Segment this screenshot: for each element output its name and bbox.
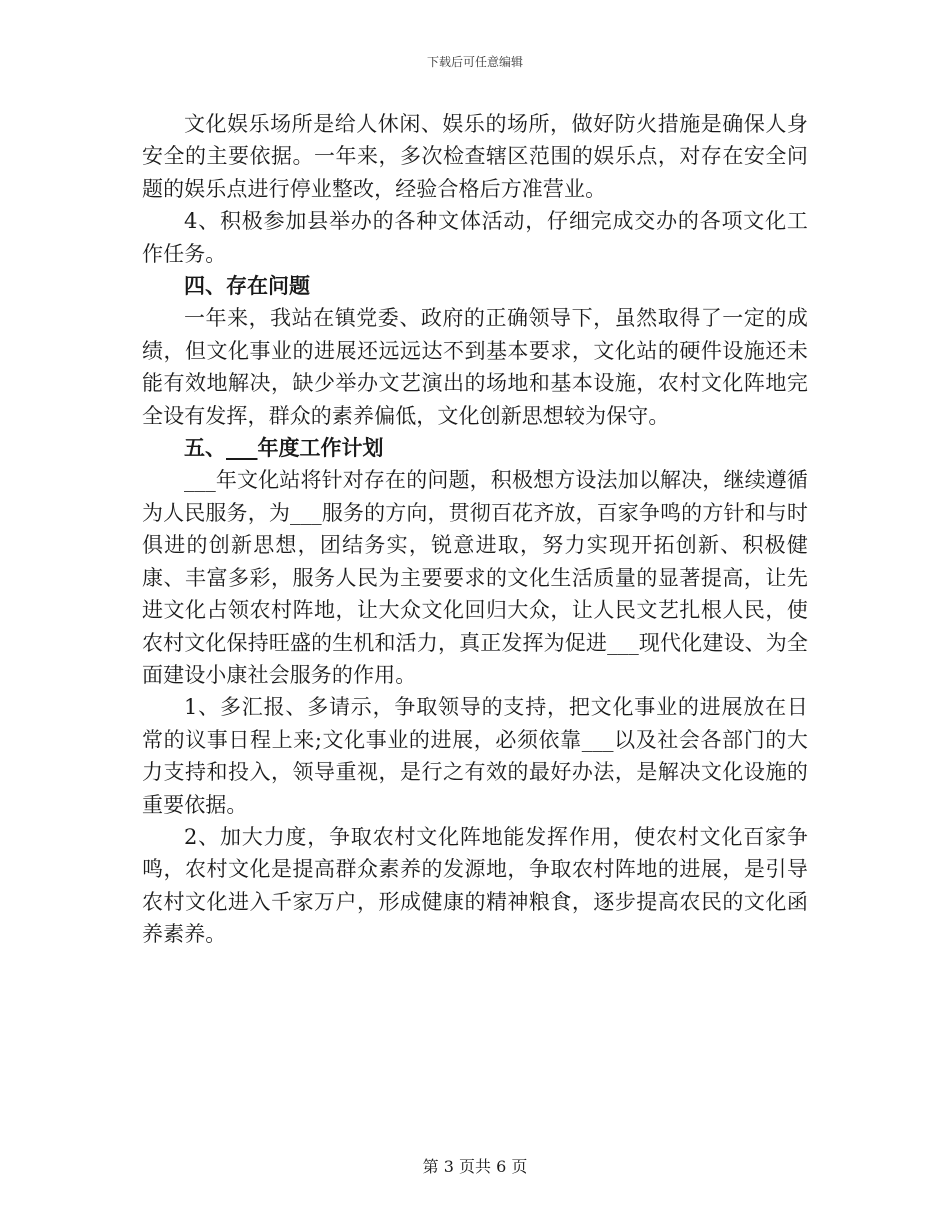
paragraph-problems: 一年来，我站在镇党委、政府的正确领导下，虽然取得了一定的成绩，但文化事业的进展还远远达不到基本要求，文化站的硬件设施还未能有效地解决，缺少举办文艺演出的场地和基本设施，农村文化阵地完全设有发挥，群众的素养偏低，文化创新思想较为保守。 (142, 306, 808, 428)
section-heading-problems: 四、存在问题 (184, 273, 310, 299)
paragraph-entertainment-safety: 文化娱乐场所是给人休闲、娱乐的场所，做好防火措施是确保人身安全的主要依据。一年来，多次检查辖区范围的娱乐点，对存在安全问题的娱乐点进行停业整改，经验合格后方准营业。 (142, 112, 808, 201)
paragraph-annual-plan: ___年文化站将针对存在的问题，积极想方设法加以解决，继续遵循为人民服务，为___服务的方向，贯彻百花齐放，百家争鸣的方针和与时俱进的创新思想，团结务实，锐意进取，努力实现开拓创新、积极健康、丰富多彩，服务人民为主要要求的文化生活质量的显著提高，让先进文化占领农村阵地，让大众文化回归大众，让人民文艺扎根人民，使农村文化保持旺盛的生机和活力，真正发挥为促进___现代化建设、为全面建设小康社会服务的作用。 (142, 468, 808, 687)
paragraph-plan-item-2: 2、加大力度，争取农村文化阵地能发挥作用，使农村文化百家争鸣，农村文化是提高群众素养的发源地，争取农村阵地的进展，是引导农村文化进入千家万户，形成健康的精神粮食，逐步提高农民的文化函养素养。 (142, 824, 808, 947)
header-note: 下载后可任意编辑 (426, 55, 523, 69)
section-heading-annual-plan: 五、___年度工作计划 (184, 435, 384, 461)
page-number: 第 3 页共 6 页 (422, 1157, 528, 1176)
paragraph-item-4: 4、积极参加县举办的各种文体活动，仔细完成交办的各项文化工作任务。 (142, 209, 808, 266)
paragraph-plan-item-1: 1、多汇报、多请示，争取领导的支持，把文化事业的进展放在日常的议事日程上来;文化事业的进展，必须依靠___以及社会各部门的大力支持和投入，领导重视，是行之有效的最好办法，是解决文化设施的重要依据。 (142, 695, 808, 817)
document-body (142, 108, 808, 951)
